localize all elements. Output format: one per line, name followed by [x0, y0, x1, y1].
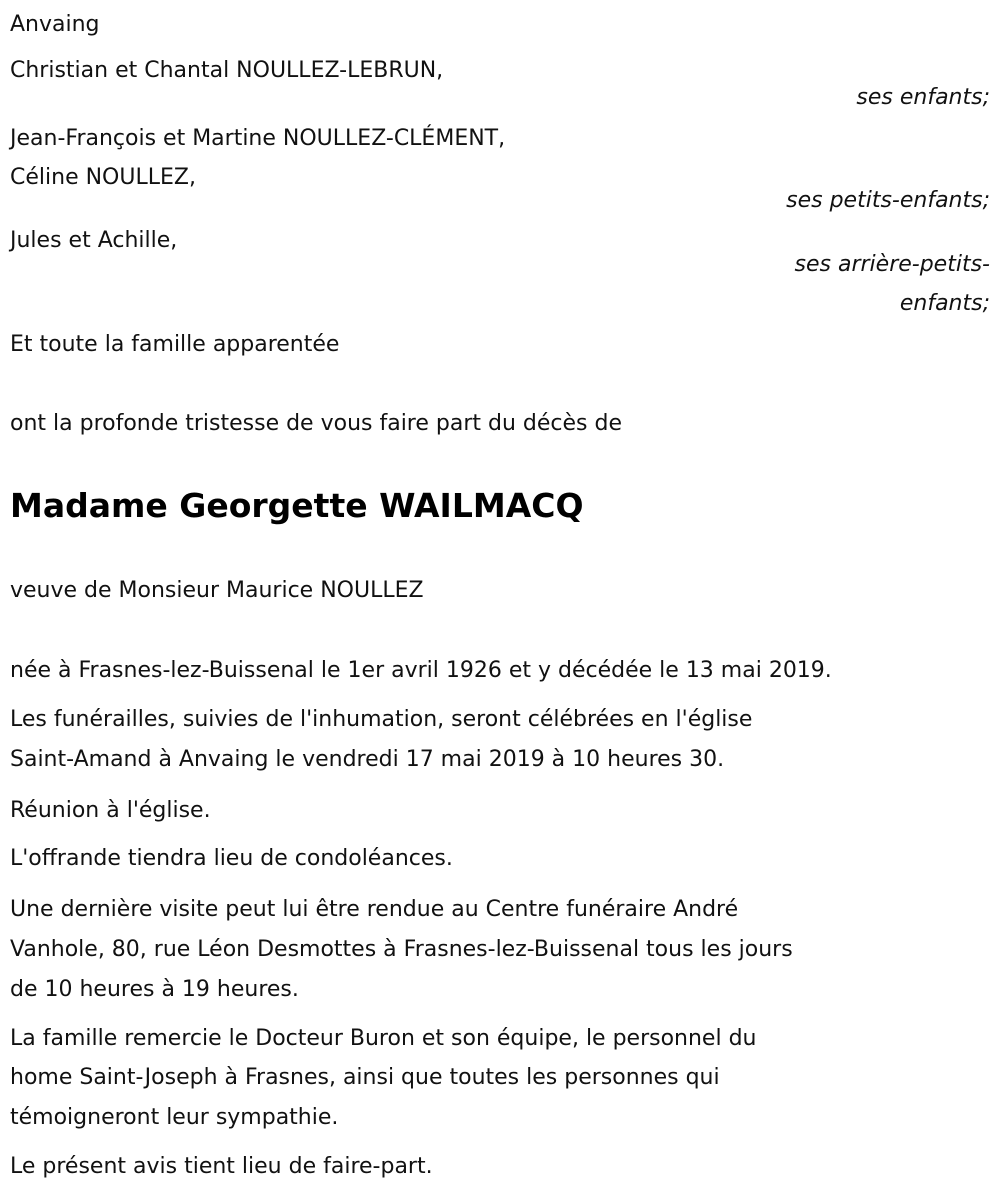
paragraph-birth: née à Frasnes-lez-Buissenal le 1er avril 1926 et y décédée le 13 mai 2019. [10, 658, 832, 683]
family-names: Jules et Achille, [10, 228, 178, 253]
paragraph-thanks: home Saint-Joseph à Frasnes, ainsi que toutes les personnes qui [10, 1065, 720, 1090]
deceased-name: Madame Georgette WAILMACQ [10, 486, 584, 525]
extended-family: Et toute la famille apparentée [10, 332, 340, 357]
widow-of: veuve de Monsieur Maurice NOULLEZ [10, 578, 424, 603]
paragraph-notice: Le présent avis tient lieu de faire-part. [10, 1154, 433, 1179]
location: Anvaing [10, 12, 100, 37]
family-names: Céline NOULLEZ, [10, 165, 196, 190]
paragraph-thanks: témoigneront leur sympathie. [10, 1105, 339, 1130]
family-names: Christian et Chantal NOULLEZ-LEBRUN, [10, 58, 444, 83]
family-names: Jean-François et Martine NOULLEZ-CLÉMENT, [10, 126, 506, 151]
paragraph-funeral: Saint-Amand à Anvaing le vendredi 17 mai 2019 à 10 heures 30. [10, 747, 725, 772]
paragraph-visit: de 10 heures à 19 heures. [10, 977, 299, 1002]
family-relation: ses arrière-petits- [794, 252, 990, 277]
paragraph-funeral: Les funérailles, suivies de l'inhumation, seront célébrées en l'église [10, 707, 753, 732]
paragraph-meeting: Réunion à l'église. [10, 798, 211, 823]
family-relation: ses petits-enfants; [786, 188, 990, 213]
paragraph-visit: Vanhole, 80, rue Léon Desmottes à Frasnes-lez-Buissenal tous les jours [10, 937, 793, 962]
family-relation: enfants; [899, 291, 990, 316]
paragraph-thanks: La famille remercie le Docteur Buron et son équipe, le personnel du [10, 1026, 757, 1051]
paragraph-offering: L'offrande tiendra lieu de condoléances. [10, 846, 453, 871]
family-relation: ses enfants; [856, 85, 990, 110]
paragraph-visit: Une dernière visite peut lui être rendue au Centre funéraire André [10, 897, 739, 922]
announcement: ont la profonde tristesse de vous faire part du décès de [10, 411, 622, 436]
